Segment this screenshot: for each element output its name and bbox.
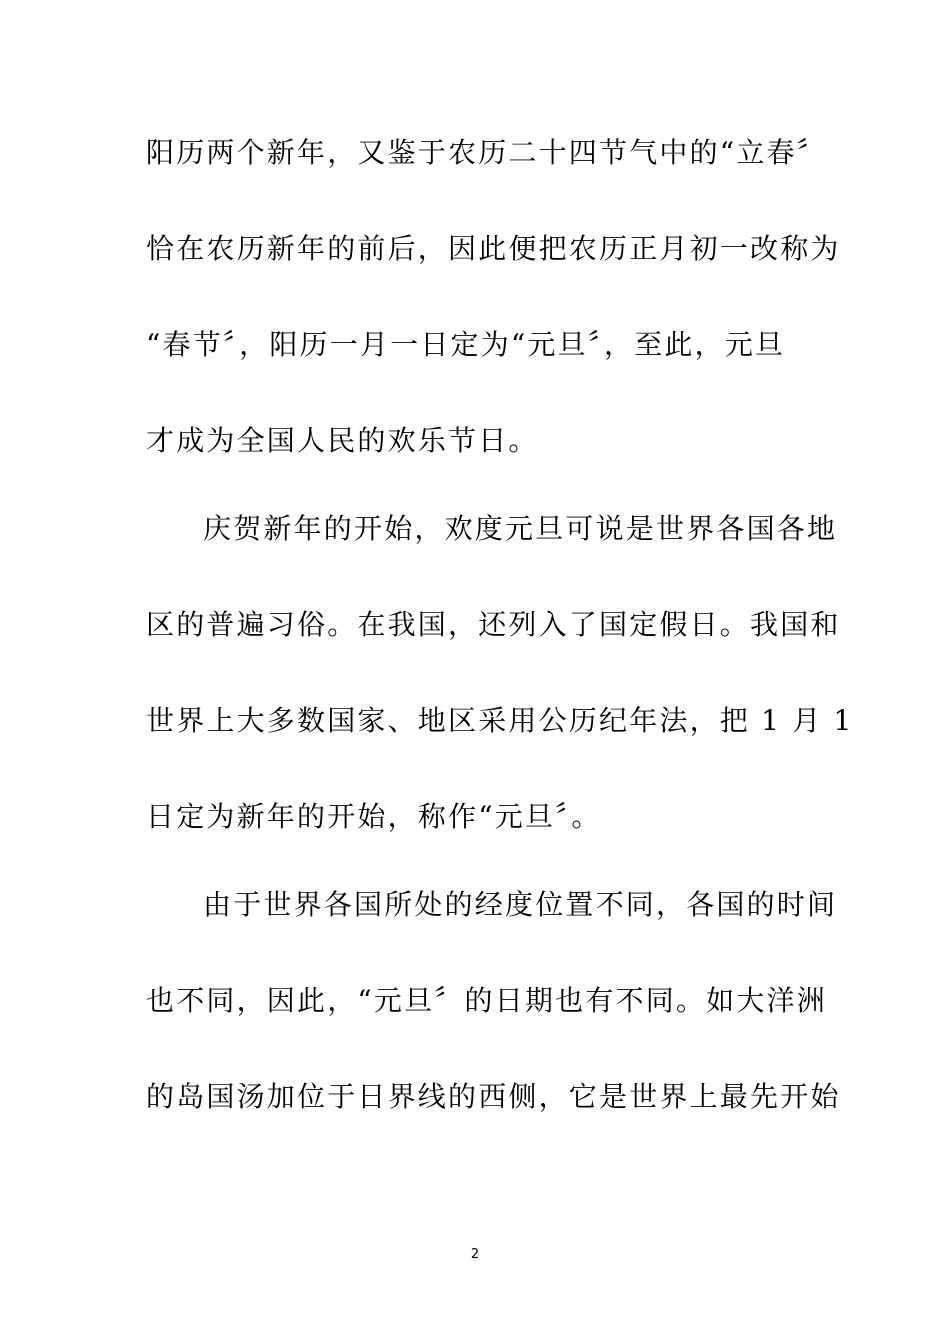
text-line: “春节〞，阳历一月一日定为“元旦〞，至此，元旦 — [146, 328, 786, 361]
text-line: 恰在农历新年的前后，因此便把农历正月初一改称为 — [146, 232, 841, 265]
text-line: 世界上大多数国家、地区采用公历纪年法，把 1 月 1 — [146, 704, 854, 737]
text-line: 阳历两个新年，又鉴于农历二十四节气中的“立春〞 — [146, 136, 827, 169]
text-line: 日定为新年的开始，称作“元旦〞。 — [146, 800, 602, 833]
paragraph-first-line: 由于世界各国所处的经度位置不同，各国的时间 — [203, 888, 838, 921]
text-line: 才成为全国人民的欢乐节日。 — [146, 424, 539, 457]
text-line: 也不同，因此，“元旦〞的日期也有不同。如大洋洲 — [146, 984, 827, 1017]
page-number: 2 — [470, 1247, 480, 1262]
text-line: 区的普遍习俗。在我国，还列入了国定假日。我国和 — [146, 608, 841, 641]
text-line: 的岛国汤加位于日界线的西侧，它是世界上最先开始 — [146, 1080, 841, 1113]
paragraph-first-line: 庆贺新年的开始，欢度元旦可说是世界各国各地 — [203, 512, 838, 545]
